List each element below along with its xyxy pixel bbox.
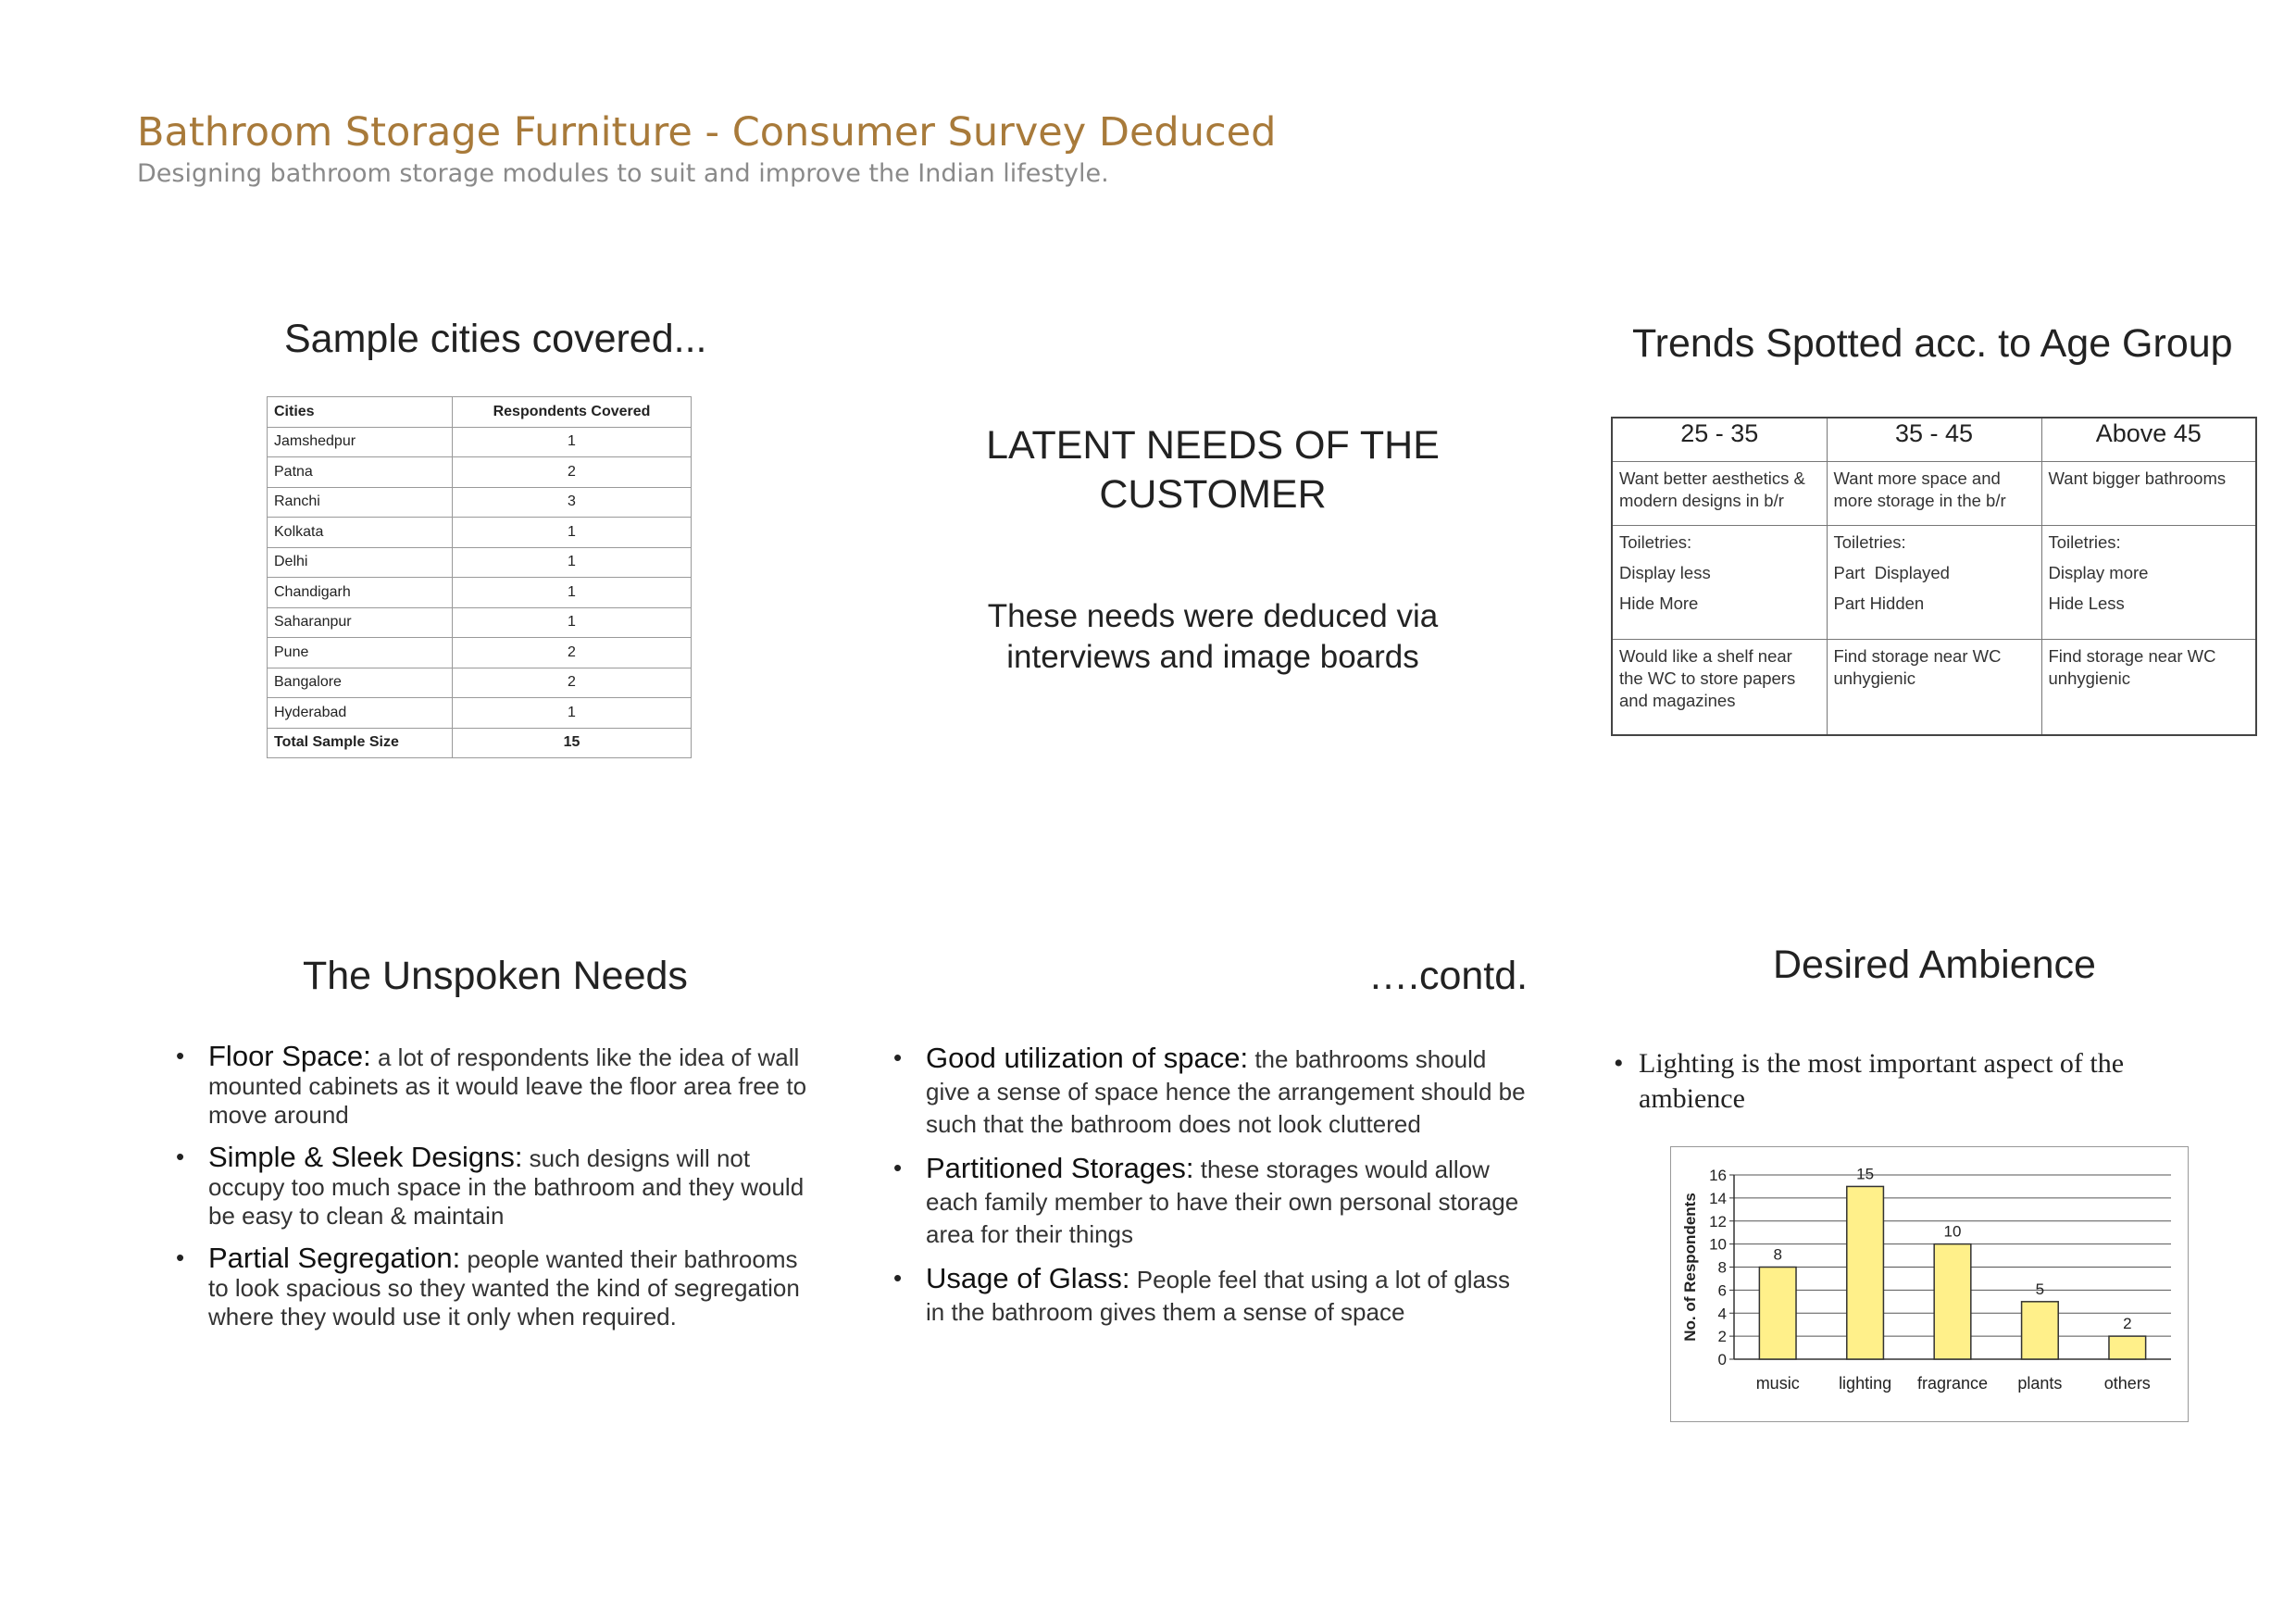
x-tick-label: fragrance bbox=[1916, 1374, 1989, 1393]
bullet-dot: • bbox=[1614, 1048, 1624, 1079]
y-tick-label: 14 bbox=[1709, 1189, 1727, 1207]
bar bbox=[2109, 1336, 2146, 1359]
item-text: these storages would allow each family member to have their own personal storage area for their things bbox=[926, 1156, 1519, 1248]
respondents-cell: 1 bbox=[453, 547, 692, 578]
trend-cell: Would like a shelf near the WC to store papers and magazines bbox=[1612, 640, 1827, 735]
trend-cell bbox=[1612, 526, 1827, 640]
contd-heading: ….contd. bbox=[1368, 954, 1529, 998]
item-text: the bathrooms should give a sense of space hence the arrangement should be such that the bathroom does not look cluttered bbox=[926, 1045, 1526, 1138]
item-text: a lot of respondents like the idea of wall mounted cabinets as it would leave the floor area free to move around bbox=[208, 1043, 807, 1129]
trend-line: Display less bbox=[1619, 563, 1711, 582]
list-item bbox=[903, 1262, 1532, 1329]
x-tick-label: plants bbox=[2017, 1374, 2063, 1393]
page-subtitle: Designing bathroom storage modules to suit and improve the Indian lifestyle. bbox=[137, 159, 1109, 188]
trend-cell: Want bigger bathrooms bbox=[2041, 462, 2256, 526]
bar bbox=[1847, 1186, 1884, 1359]
unspoken-list bbox=[185, 1042, 824, 1344]
age-group-header: 25 - 35 bbox=[1612, 418, 1827, 462]
trend-line: Hide More bbox=[1619, 593, 1699, 613]
city-cell: Jamshedpur bbox=[268, 427, 453, 457]
respondents-cell: 1 bbox=[453, 427, 692, 457]
age-group-header: Above 45 bbox=[2041, 418, 2256, 462]
respondents-cell: 1 bbox=[453, 698, 692, 729]
ambience-chart bbox=[1670, 1146, 2189, 1422]
table-row bbox=[268, 638, 692, 668]
trend-cell bbox=[2041, 526, 2256, 640]
city-cell: Ranchi bbox=[268, 487, 453, 518]
trend-line: Toiletries: bbox=[1833, 532, 1906, 552]
respondents-cell: 2 bbox=[453, 457, 692, 488]
trend-line: Toiletries: bbox=[1619, 532, 1692, 552]
age-group-header: 35 - 45 bbox=[1827, 418, 2041, 462]
y-tick-label: 16 bbox=[1709, 1167, 1727, 1184]
trends-row bbox=[1612, 462, 2256, 526]
city-cell: Kolkata bbox=[268, 518, 453, 548]
city-cell: Saharanpur bbox=[268, 607, 453, 638]
data-label: 10 bbox=[1943, 1222, 1962, 1241]
table-row bbox=[268, 457, 692, 488]
trend-line: Display more bbox=[2048, 563, 2149, 582]
table-row bbox=[268, 518, 692, 548]
data-label: 2 bbox=[2123, 1315, 2132, 1333]
page-title: Bathroom Storage Furniture - Consumer Survey Deduced bbox=[137, 109, 1277, 156]
trends-table bbox=[1611, 417, 2257, 736]
ambience-bullet bbox=[1616, 1046, 2194, 1117]
x-tick-label: lighting bbox=[1839, 1374, 1892, 1393]
total-label: Total Sample Size bbox=[268, 728, 453, 758]
y-tick-label: 4 bbox=[1717, 1305, 1727, 1323]
trend-line: Part Hidden bbox=[1833, 593, 1925, 613]
item-lead: Floor Space: bbox=[208, 1040, 371, 1072]
x-tick-label: music bbox=[1755, 1374, 1800, 1393]
city-cell: Chandigarh bbox=[268, 578, 453, 608]
trend-line: Toiletries: bbox=[2048, 532, 2121, 552]
total-row bbox=[268, 728, 692, 758]
contd-list bbox=[903, 1042, 1532, 1340]
respondents-cell: 2 bbox=[453, 668, 692, 698]
cities-header-row bbox=[268, 397, 692, 428]
y-tick-label: 8 bbox=[1717, 1258, 1727, 1277]
table-row bbox=[268, 578, 692, 608]
y-tick-label: 12 bbox=[1709, 1212, 1727, 1230]
item-lead: Partitioned Storages: bbox=[926, 1152, 1194, 1184]
y-tick-label: 0 bbox=[1717, 1351, 1727, 1368]
list-item bbox=[903, 1152, 1532, 1251]
table-row bbox=[268, 427, 692, 457]
bar-chart bbox=[1671, 1147, 2188, 1421]
city-cell: Hyderabad bbox=[268, 698, 453, 729]
item-lead: Usage of Glass: bbox=[926, 1262, 1130, 1294]
city-cell: Bangalore bbox=[268, 668, 453, 698]
trends-header-row bbox=[1612, 418, 2256, 462]
table-row bbox=[268, 607, 692, 638]
data-label: 5 bbox=[2035, 1280, 2045, 1298]
respondents-cell: 1 bbox=[453, 607, 692, 638]
item-text: people wanted their bathrooms to look spacious so they wanted the kind of segregation where they would use it only when required. bbox=[208, 1245, 800, 1330]
trend-cell: Find storage near WC unhygienic bbox=[2041, 640, 2256, 735]
y-tick-label: 10 bbox=[1709, 1235, 1727, 1254]
unspoken-heading: The Unspoken Needs bbox=[303, 954, 688, 998]
respondents-col-header: Respondents Covered bbox=[453, 397, 692, 428]
bar bbox=[1934, 1244, 1971, 1359]
trends-row bbox=[1612, 526, 2256, 640]
respondents-cell: 2 bbox=[453, 638, 692, 668]
list-item bbox=[185, 1042, 824, 1130]
data-label: 8 bbox=[1773, 1245, 1782, 1264]
data-label: 15 bbox=[1856, 1165, 1875, 1183]
latent-needs-title: LATENT NEEDS OF THE CUSTOMER bbox=[986, 423, 1440, 517]
item-lead: Good utilization of space: bbox=[926, 1042, 1249, 1074]
table-row bbox=[268, 668, 692, 698]
cities-table bbox=[267, 396, 692, 758]
respondents-cell: 1 bbox=[453, 578, 692, 608]
cities-col-header: Cities bbox=[268, 397, 453, 428]
trend-cell: Find storage near WC unhygienic bbox=[1827, 640, 2041, 735]
trends-row bbox=[1612, 640, 2256, 735]
trends-heading: Trends Spotted acc. to Age Group bbox=[1632, 321, 2233, 366]
table-row bbox=[268, 698, 692, 729]
latent-needs-note: These needs were deduced via interviews and image boards bbox=[987, 598, 1439, 675]
y-axis-label: No. of Respondents bbox=[1681, 1193, 1699, 1342]
item-text: People feel that using a lot of glass in the bathroom gives them a sense of space bbox=[926, 1266, 1511, 1326]
city-cell: Pune bbox=[268, 638, 453, 668]
item-text: such designs will not occupy too much space in the bathroom and they would be easy to clean & maintain bbox=[208, 1144, 805, 1230]
trend-cell: Want more space and more storage in the b/r bbox=[1827, 462, 2041, 526]
table-row bbox=[268, 547, 692, 578]
trend-cell bbox=[1827, 526, 2041, 640]
cities-heading: Sample cities covered... bbox=[284, 317, 707, 361]
table-row bbox=[268, 487, 692, 518]
y-tick-label: 2 bbox=[1717, 1328, 1727, 1346]
y-tick-label: 6 bbox=[1717, 1281, 1727, 1300]
x-tick-label: others bbox=[2103, 1374, 2151, 1393]
item-lead: Simple & Sleek Designs: bbox=[208, 1141, 523, 1173]
list-item bbox=[903, 1042, 1532, 1141]
ambience-text: Lighting is the most important aspect of the ambience bbox=[1639, 1048, 2125, 1114]
bar bbox=[1759, 1268, 1796, 1360]
respondents-cell: 1 bbox=[453, 518, 692, 548]
trend-line: Hide Less bbox=[2048, 593, 2125, 613]
city-cell: Patna bbox=[268, 457, 453, 488]
trend-cell: Want better aesthetics & modern designs in b/r bbox=[1612, 462, 1827, 526]
list-item bbox=[185, 1243, 824, 1331]
bar bbox=[2022, 1302, 2059, 1359]
respondents-cell: 3 bbox=[453, 487, 692, 518]
total-value: 15 bbox=[453, 728, 692, 758]
city-cell: Delhi bbox=[268, 547, 453, 578]
item-lead: Partial Segregation: bbox=[208, 1242, 461, 1274]
ambience-heading: Desired Ambience bbox=[1773, 943, 2096, 987]
list-item bbox=[185, 1143, 824, 1230]
trend-line: Part Displayed bbox=[1833, 563, 1950, 582]
